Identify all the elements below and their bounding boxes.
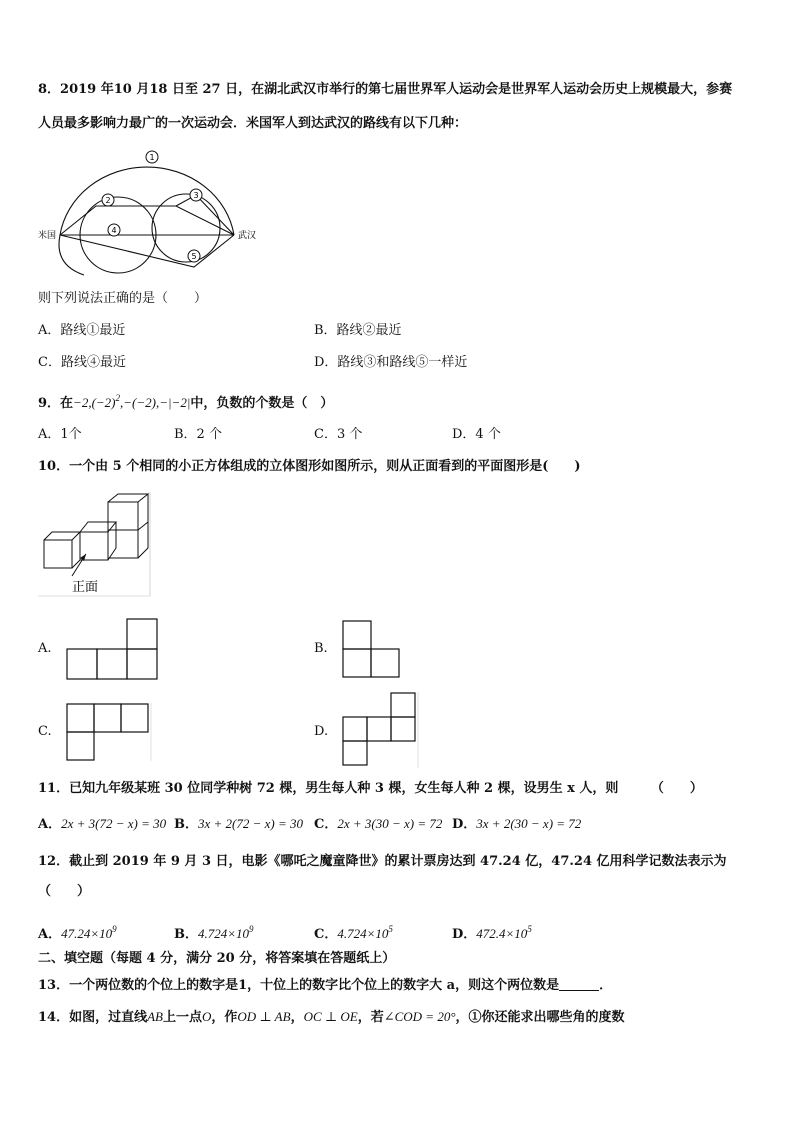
q10-option-d-figure[interactable] [342, 692, 420, 770]
q12-option-a[interactable]: A．$47.24\times 10^9$ [38, 924, 117, 942]
q8-option-c[interactable]: C．路线④最近 [38, 355, 126, 370]
q11-option-b[interactable]: B．3x + 2(72 − x) = 30 [174, 816, 304, 832]
route-label-3: 3 [193, 191, 199, 200]
q9-suffix: 中，负数的个数是（ ） [190, 396, 334, 411]
q10-cube-figure [38, 492, 154, 598]
route-label-2: 2 [105, 196, 111, 205]
q8-option-b[interactable]: B．路线②最近 [314, 323, 402, 338]
q10-option-c-figure[interactable] [66, 703, 152, 761]
q10-option-a-figure[interactable] [66, 618, 158, 680]
q8-line2: 人员最多影响力最广的一次运动会．米国军人到达武汉的路线有以下几种： [38, 116, 468, 131]
q9-expr2: ,−(−2),−|−2| [120, 395, 191, 410]
q12-option-c[interactable]: C．$4.724\times 10^5$ [314, 924, 393, 942]
q13-stem: 13．一个两位数的个位上的数字是1，十位上的数字比个位上的数字大 a，则这个两位数是 ． [38, 978, 613, 993]
route-label-1: 1 [149, 153, 155, 162]
q8-route-figure [36, 150, 276, 275]
q9-sup: 2 [115, 393, 120, 403]
q10-option-d-letter[interactable]: D. [314, 724, 329, 739]
q9-option-d[interactable]: D．4 个 [452, 427, 501, 442]
q10-option-a-letter[interactable]: A. [38, 641, 52, 656]
q12-line2: （ ） [38, 884, 91, 899]
q12-option-b[interactable]: B．$4.724\times 10^9$ [174, 924, 254, 942]
q9-prefix: 9．在 [38, 396, 74, 411]
q14-stem: 14．如图，过直线AB上一点O，作OD ⊥ AB，OC ⊥ OE，若∠COD = 20°，①你还能求出哪些角的度数 [38, 1009, 625, 1025]
start-label: 米国 [38, 231, 57, 241]
q11-option-c[interactable]: C．2x + 3(30 − x) = 72 [314, 816, 443, 832]
q12-option-d[interactable]: D．$472.4\times 10^5$ [452, 924, 532, 942]
q9-stem [38, 390, 333, 412]
end-label: 武汉 [238, 231, 257, 241]
q10-option-c-letter[interactable]: C. [38, 724, 52, 739]
q12-line1: 12．截止到 2019 年 9 月 3 日，电影《哪吒之魔童降世》的累计票房达到 47.24 亿，47.24 亿用科学记数法表示为 [38, 854, 727, 869]
q11-stem: 11．已知九年级某班 30 位同学种树 72 棵，男生每人种 3 棵，女生每人种 2 棵，设男生 x 人，则 （ ） [38, 781, 703, 796]
q8-option-d[interactable]: D．路线③和路线⑤一样近 [314, 355, 468, 370]
q13-answer-blank[interactable] [559, 978, 599, 991]
front-label: 正面 [72, 580, 99, 595]
q9-option-c[interactable]: C．3 个 [314, 427, 363, 442]
q9-option-b[interactable]: B．2 个 [174, 427, 222, 442]
q9-option-a[interactable]: A．1个 [38, 427, 82, 442]
q10-stem: 10．一个由 5 个相同的小正方体组成的立体图形如图所示，则从正面看到的平面图形是( ) [38, 459, 581, 474]
q9-expr: −2,(−2) [73, 395, 116, 410]
route-label-4: 4 [111, 226, 117, 235]
route-label-5: 5 [191, 252, 197, 261]
q10-option-b-letter[interactable]: B. [314, 641, 328, 656]
q11-option-d[interactable]: D．3x + 2(30 − x) = 72 [452, 816, 582, 832]
q10-option-b-figure[interactable] [342, 620, 400, 678]
q11-option-a[interactable]: A．2x + 3(72 − x) = 30 [38, 816, 167, 832]
section-2-heading: 二、填空题（每题 4 分，满分 20 分，将答案填在答题纸上） [38, 951, 396, 966]
q8-option-a[interactable]: A．路线①最近 [38, 323, 126, 338]
q8-question: 则下列说法正确的是（ ） [38, 291, 208, 306]
q8-line1: 8．2019 年10 月18 日至 27 日，在湖北武汉市举行的第七届世界军人运动会是世界军人运动会历史上规模最大，参赛 [38, 82, 733, 97]
